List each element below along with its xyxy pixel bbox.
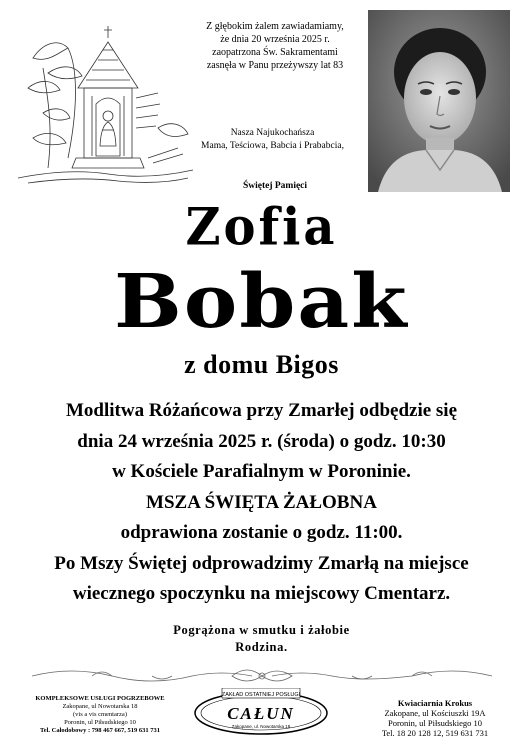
business-line: Zakopane, ul Nowotarska 18 — [62, 703, 138, 710]
family-line: Mama, Teściowa, Babcia i Prababcia, — [201, 140, 344, 151]
calun-logo — [192, 688, 330, 736]
florist-title: Kwiaciarnia Krokus — [397, 698, 473, 708]
ceremony-details — [0, 396, 523, 610]
ornamental-divider — [32, 662, 492, 688]
intro-line: że dnia 20 września 2025 r. — [220, 34, 330, 45]
logo-bottom-text: Zakopane, ul. Nowotarska 18 — [231, 724, 291, 729]
florist-line: Tel. 18 20 128 12, 519 631 731 — [381, 728, 489, 738]
family-line: Nasza Najukochańsza — [230, 128, 315, 138]
deceased-first-name: Zofia — [185, 196, 338, 258]
intro-line: zaopatrzona Św. Sakramentami — [212, 47, 338, 58]
portrait-photo — [368, 10, 510, 192]
honorific-label: Świętej Pamięci — [242, 181, 308, 191]
intro-line: Z głębokim żalem zawiadamiamy, — [206, 21, 344, 32]
ceremony-line: odprawiona zostanie o godz. 11:00. — [120, 522, 403, 543]
logo-top-text: ZAKŁAD OSTATNIEJ POSŁUGI — [221, 692, 301, 698]
signature-line: Pogrążona w smutku i żałobie — [173, 623, 350, 637]
ceremony-line: wiecznego spoczynku na miejscowy Cmentarz. — [72, 583, 451, 604]
deceased-last-name: Bobak — [114, 259, 409, 345]
ceremony-line: Po Mszy Świętej odprowadzimy Zmarłą na miejsce — [54, 552, 469, 574]
florist-line: Zakopane, ul Kościuszki 19A — [384, 708, 486, 718]
intro-line: zasnęła w Panu przeżywszy lat 83 — [206, 60, 344, 71]
florist-info — [355, 698, 515, 738]
business-phone: Tel. Całodobowy : 798 467 667, 519 631 731 — [39, 727, 161, 734]
family-signature — [0, 622, 523, 656]
logo-brand: CAŁUN — [227, 704, 295, 723]
business-title: KOMPLEKSOWE USŁUGI POGRZEBOWE — [35, 695, 165, 702]
announcement-intro — [190, 20, 360, 72]
maiden-name: z domu Bigos — [184, 350, 339, 379]
ceremony-line: MSZA ŚWIĘTA ŻAŁOBNA — [146, 491, 377, 513]
ceremony-line: dnia 24 września 2025 r. (środa) o godz. 10:30 — [77, 430, 446, 452]
ceremony-line: w Kościele Parafialnym w Poroninie. — [112, 461, 411, 482]
business-line: Poronin, ul Piłsudskiego 10 — [64, 719, 136, 726]
signature-line: Rodzina. — [235, 640, 288, 654]
ceremony-line: Modlitwa Różańcowa przy Zmarłej odbędzie się — [65, 400, 458, 421]
business-line: (vis a vis cmentarza) — [73, 711, 127, 718]
family-description — [180, 127, 365, 152]
florist-line: Poronin, ul Piłsudskiego 10 — [388, 718, 482, 728]
shrine-illustration — [8, 18, 198, 188]
funeral-services-info — [10, 695, 190, 735]
